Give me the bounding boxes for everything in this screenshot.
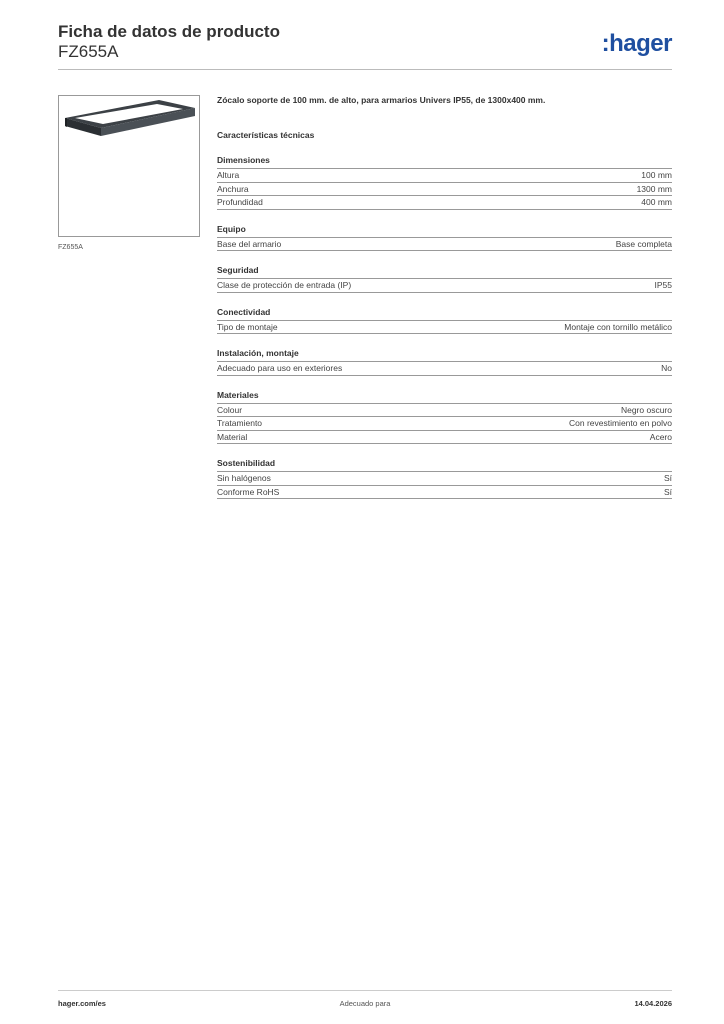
plinth-base-image (59, 96, 199, 236)
product-description: Zócalo soporte de 100 mm. de alto, para armarios Univers IP55, de 1300x400 mm. (217, 95, 546, 105)
spec-row (217, 321, 672, 335)
footer-website: hager.com/es (58, 999, 106, 1008)
spec-section (217, 155, 672, 210)
spec-value: 100 mm (641, 170, 672, 180)
spec-row (217, 486, 672, 500)
spec-label: Base del armario (217, 238, 282, 249)
spec-row (217, 238, 672, 252)
spec-row (217, 196, 672, 210)
footer-note: Adecuado para (339, 999, 391, 1008)
spec-value: 1300 mm (636, 183, 672, 194)
spec-section (217, 390, 672, 445)
spec-row (217, 169, 672, 183)
spec-section (217, 307, 672, 335)
spec-row (217, 431, 672, 445)
spec-row (217, 417, 672, 431)
section-title: Seguridad (217, 265, 672, 279)
footer-date: 14.04.2026 (634, 999, 672, 1008)
spec-section (217, 224, 672, 252)
spec-label: Profundidad (217, 197, 263, 207)
spec-value: Con revestimiento en polvo (568, 418, 672, 428)
hager-logo: :hager (601, 30, 672, 57)
spec-label: Adecuado para uso en exteriores (217, 363, 343, 373)
spec-row (217, 472, 672, 486)
footer-divider (58, 990, 672, 991)
spec-section (217, 348, 672, 376)
spec-row (217, 183, 672, 197)
spec-row (217, 404, 672, 418)
spec-value: Sí (663, 486, 672, 497)
product-image (58, 95, 200, 237)
section-title: Instalación, montaje (217, 348, 672, 362)
section-title: Materiales (217, 390, 672, 404)
spec-value: Base completa (615, 238, 672, 249)
specs-heading: Características técnicas (217, 130, 315, 140)
section-title: Sostenibilidad (217, 458, 672, 472)
spec-value: IP55 (654, 280, 672, 290)
spec-label: Tratamiento (217, 418, 263, 428)
spec-value: Sí (663, 473, 672, 483)
section-title: Conectividad (217, 307, 672, 321)
section-title: Dimensiones (217, 155, 672, 169)
spec-section (217, 265, 672, 293)
spec-label: Colour (217, 404, 243, 415)
page-footer (58, 990, 672, 1014)
page-header (58, 20, 672, 70)
page-title: Ficha de datos de producto (58, 22, 280, 41)
spec-value: Montaje con tornillo metálico (564, 321, 672, 332)
spec-label: Anchura (217, 183, 249, 194)
product-code: FZ655A (58, 42, 119, 61)
spec-value: 400 mm (641, 197, 672, 207)
spec-label: Altura (217, 170, 240, 180)
spec-value: Negro oscuro (620, 404, 672, 415)
section-title: Equipo (217, 224, 672, 238)
image-caption: FZ655A (58, 244, 83, 251)
spec-value: No (661, 363, 672, 373)
header-divider (58, 69, 672, 70)
spec-value: Acero (649, 431, 672, 442)
spec-label: Conforme RoHS (217, 486, 280, 497)
spec-row (217, 279, 672, 293)
spec-section (217, 458, 672, 499)
spec-content (217, 95, 672, 499)
spec-label: Sin halógenos (217, 473, 271, 483)
spec-row (217, 362, 672, 376)
spec-label: Material (217, 431, 248, 442)
spec-sections (217, 155, 672, 499)
spec-label: Clase de protección de entrada (IP) (217, 280, 352, 290)
spec-label: Tipo de montaje (217, 321, 278, 332)
